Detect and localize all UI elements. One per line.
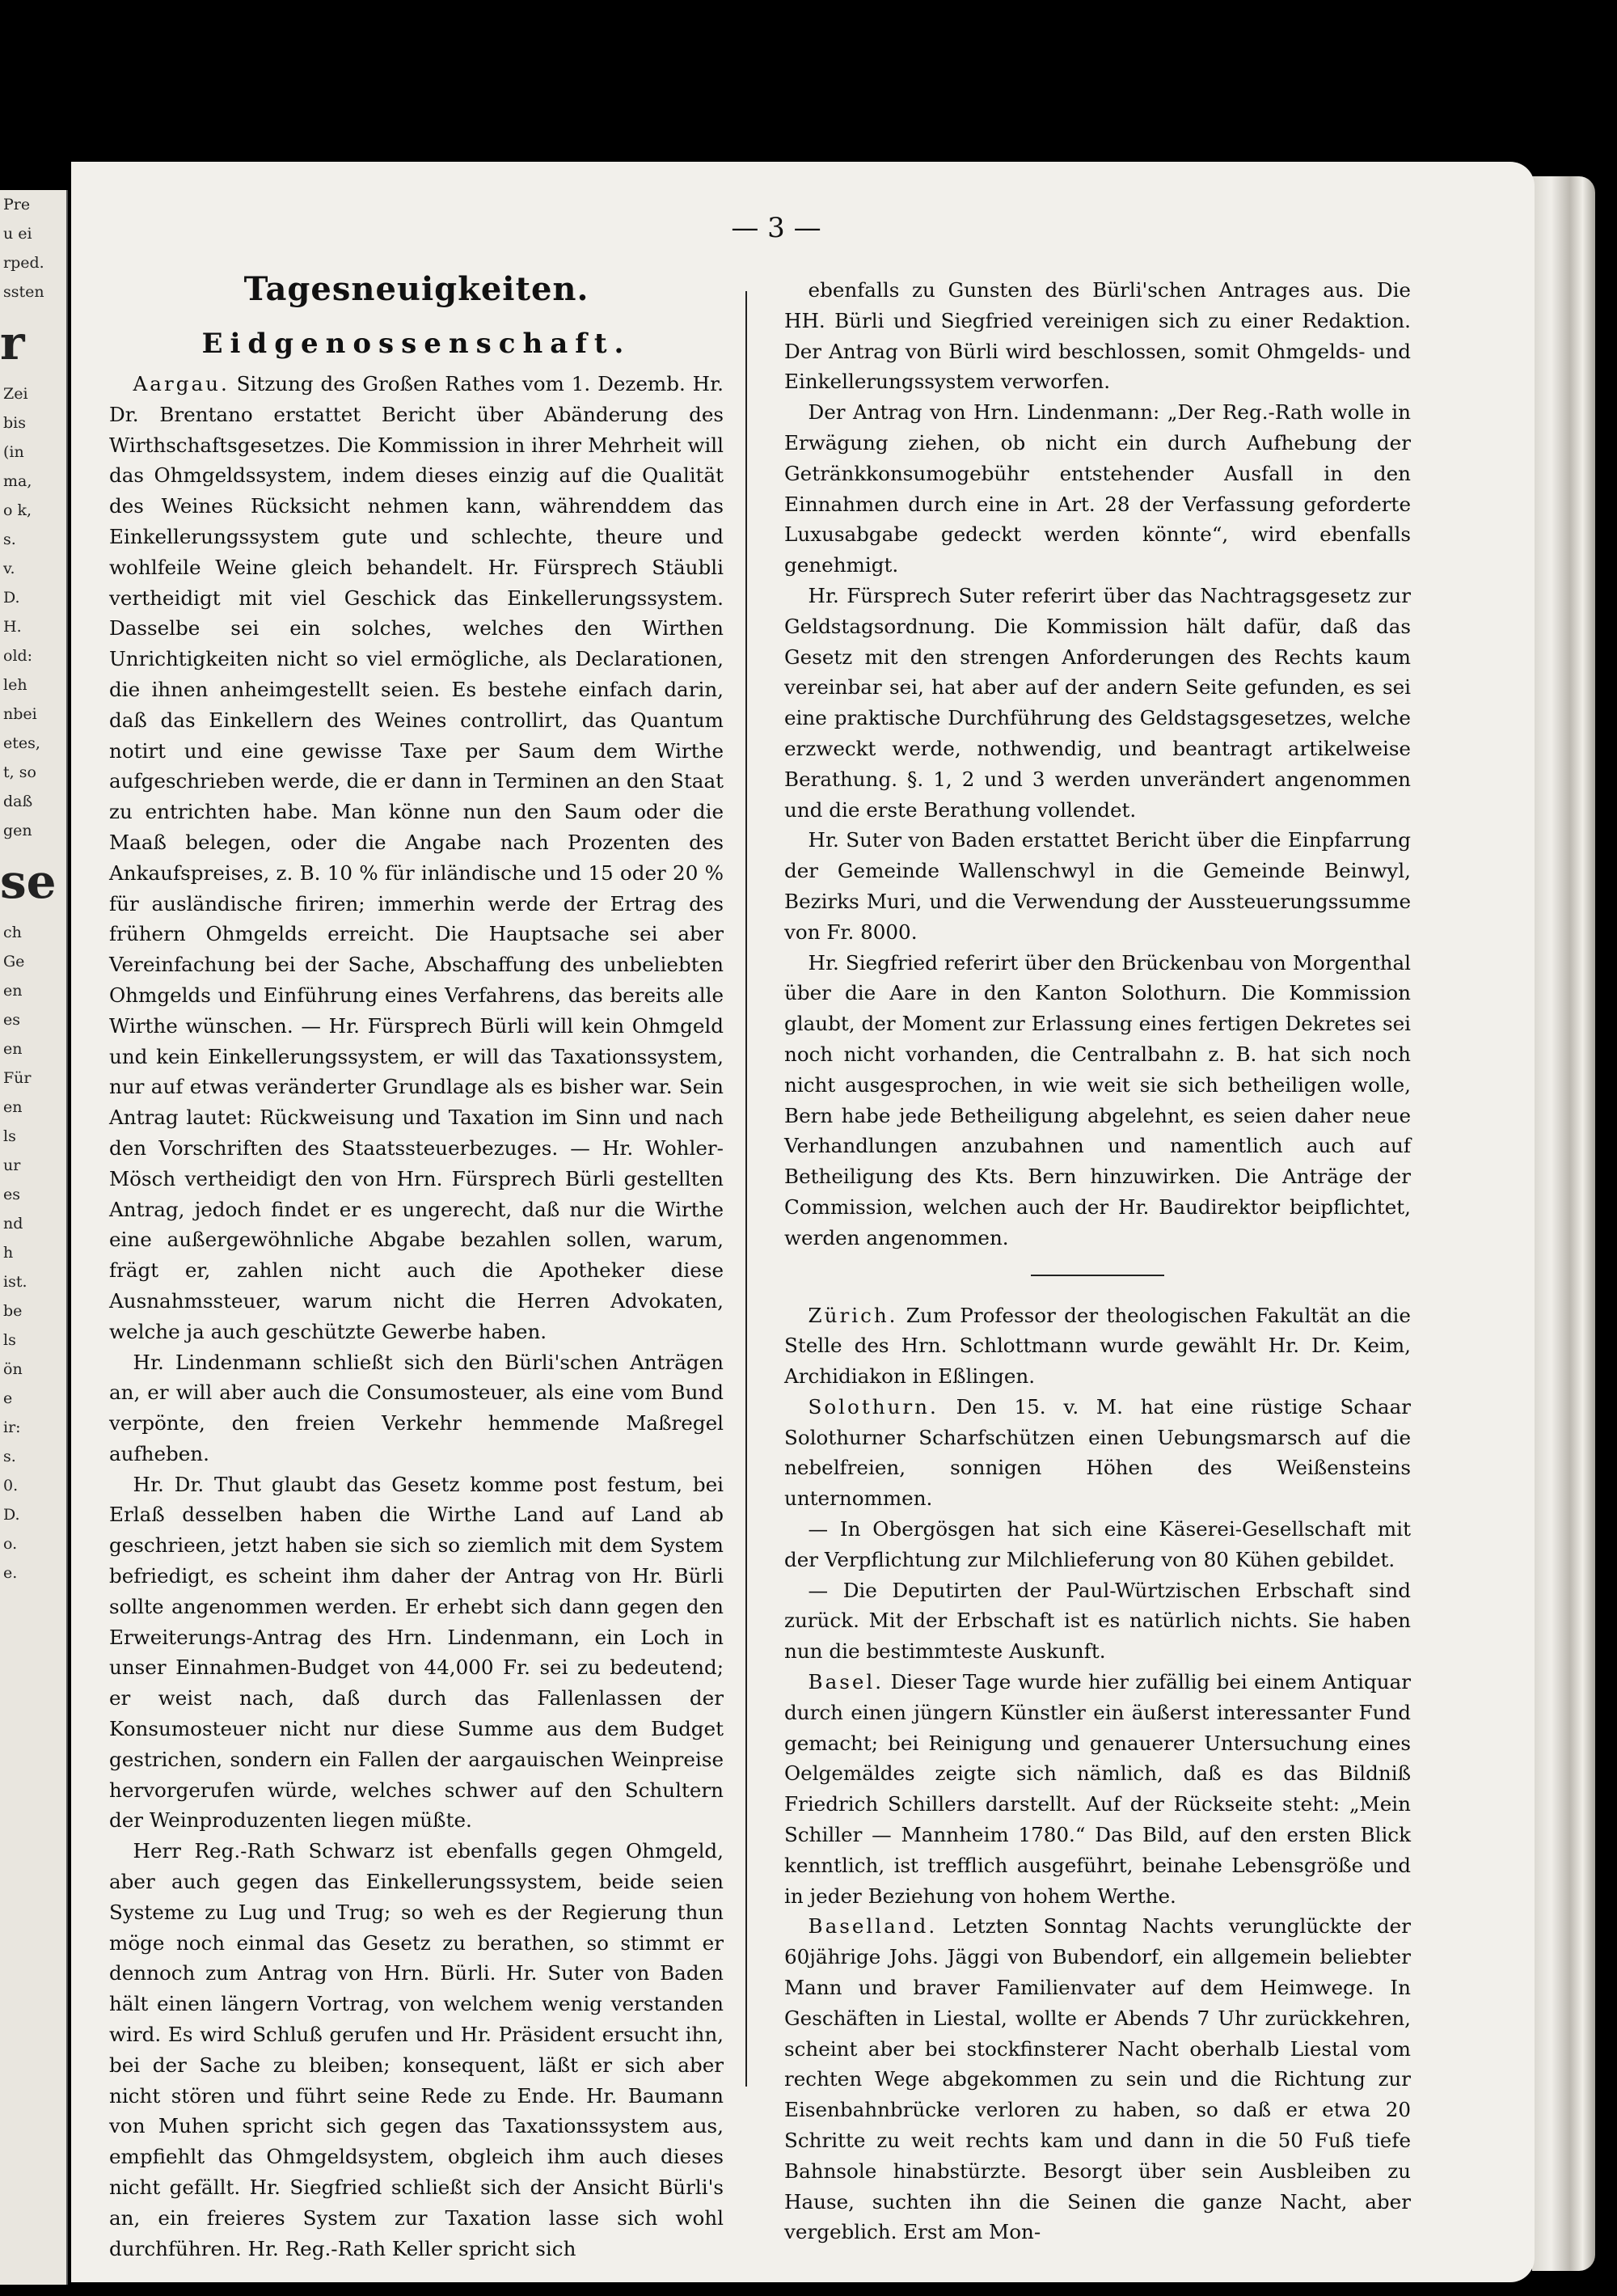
paragraph-dateline: Basel. — [808, 1670, 884, 1694]
paragraph-text: Zum Professor der theologischen Fakultät an die Stelle des Hrn. Schlottmann wurde gewählt Hr. Dr. Keim, Archidiakon in Eßlingen. — [784, 1303, 1411, 1389]
margin-fragment: h — [3, 1244, 14, 1262]
margin-fragment: ls — [3, 1331, 16, 1349]
section-heading: Tagesneuigkeiten. — [243, 270, 589, 308]
margin-fragment: t, so — [3, 763, 36, 781]
margin-fragment: Pre — [3, 196, 31, 214]
margin-fragment: ma, — [3, 472, 32, 490]
paragraph-dateline: Aargau. — [133, 372, 230, 395]
column-divider — [745, 291, 747, 2087]
margin-fragment: ur — [3, 1156, 21, 1174]
section-rule — [1031, 1275, 1164, 1276]
article-paragraph — [784, 825, 1411, 947]
article-paragraph — [109, 1836, 724, 2264]
article-paragraph — [784, 948, 1411, 1254]
page-edge — [1532, 176, 1595, 2271]
margin-fragment: en — [3, 1098, 23, 1116]
paragraph-text: Herr Reg.-Rath Schwarz ist ebenfalls gegen Ohmgeld, aber auch gegen das Einkellerungssystem, beide seien Systeme zu Lug und Trug; so weh es der Regierung thun möge noch einmal das Gesetz zu berathen, so stimmt er dennoch zum Antrag von Hrn. Bürli. Hr. Suter von Baden hält einen längern Vortrag, von welchem wenig verstanden wird. Es wird Schluß gerufen und Hr. Präsident ersucht ihn, bei der Sache zu bleiben; konsequent, läßt er sich aber nicht stören und führt seine Rede zu Ende. Hr. Baumann von Muhen spricht sich gegen das Taxationssystem aus, empfiehlt das Ohmgeldsystem, obgleich ihm auch dieses nicht gefällt. Hr. Siegfried schließt sich der Ansicht Bürli's an, ein freieres System zur Taxation lasse sich wohl durchführen. Hr. Reg.-Rath Keller spricht sich — [109, 1839, 724, 2260]
paragraph-text: Letzten Sonntag Nachts verunglückte der 60jährige Johs. Jäggi von Bubendorf, ein allgemein beliebter Mann und braver Familienvater auf dem Heimwege. In Geschäften in Liestal, wollte er Abends 7 Uhr zurückkehren, scheint aber bei stockfinsterer Nacht oberhalb Liestal vom rechten Wege abgekommen zu sein und die Richtung zur Eisenbahnbrücke verloren zu haben, so daß er etwa 20 Schritte zu weit rechts kam und dann in die 50 Fuß tiefe Bahnsole hinabstürzte. Besorgt über sein Ausbleiben zu Hause, suchten ihn die Seinen die ganze Nacht, aber vergeblich. Erst am Mon- — [784, 1914, 1411, 2244]
paragraph-text: — Die Deputirten der Paul-Würtzischen Erbschaft sind zurück. Mit der Erbschaft ist es natürlich nichts. Sie haben nun die bestimmteste Auskunft. — [784, 1578, 1411, 1664]
article-paragraph — [784, 1392, 1411, 1514]
left-paragraphs — [109, 369, 724, 2264]
article-paragraph — [784, 1514, 1411, 1575]
margin-fragment: es — [3, 1186, 20, 1203]
margin-fragment: ssten — [3, 283, 44, 301]
margin-fragment: ls — [3, 1127, 16, 1145]
paragraph-text: Hr. Fürsprech Suter referirt über das Nachtragsgesetz zur Geldstagsordnung. Die Kommission hält dafür, daß das Gesetz mit den strengen Anforderungen des Rechts kaum vereinbar sei, hat aber auf der andern Seite gefunden, es sei eine praktische Durchführung des Geldstagsgesetzes, welche erzweckt werde, nothwendig, und beantragt artikelweise Berathung. §. 1, 2 und 3 werden unverändert angenommen und die erste Berathung vollendet. — [784, 583, 1411, 822]
paragraph-text: Hr. Siegfried referirt über den Brückenbau von Morgenthal über die Aare in den Kanton Solothurn. Die Kommission glaubt, der Moment zur Erlassung eines fertigen Dekretes sei noch nicht vorhanden, die Centralbahn z. B. hat sich noch nicht ausgesprochen, in wie weit sie sich betheiligen wolle, Bern habe jede Betheiligung abgelehnt, es seien daher neue Verhandlungen anzubahnen und namentlich auch auf Betheiligung des Kts. Bern hinzuwirken. Die Anträge der Commission, welchen auch der Hr. Baudirektor beipflichtet, werden angenommen. — [784, 950, 1411, 1249]
margin-fragment: s. — [3, 1448, 16, 1465]
margin-fragment: 0. — [3, 1477, 19, 1495]
article-paragraph — [784, 1911, 1411, 2247]
margin-fragment: bis — [3, 414, 26, 432]
article-paragraph — [784, 581, 1411, 825]
margin-fragment: Zei — [3, 385, 28, 403]
margin-fragment: nbei — [3, 705, 37, 723]
margin-fragment: en — [3, 1040, 23, 1058]
margin-fragment: (in — [3, 443, 24, 461]
margin-fragment: ön — [3, 1360, 23, 1378]
article-paragraph — [784, 1300, 1411, 1392]
margin-fragment: old: — [3, 647, 33, 665]
paragraph-dateline: Baselland. — [808, 1914, 938, 1939]
margin-fragment: o k, — [3, 501, 32, 519]
margin-fragment: be — [3, 1302, 23, 1320]
margin-fragment: D. — [3, 589, 20, 607]
margin-fragment: s. — [3, 531, 16, 548]
margin-fragment: o. — [3, 1535, 18, 1553]
paragraph-text: Hr. Lindenmann schließt sich den Bürli'schen Anträgen an, er will aber auch die Consumosteuer, als eine vom Bund verpönte, den freien Verkehr hemmende Maßregel aufheben. — [109, 1350, 724, 1465]
margin-fragment: D. — [3, 1506, 20, 1524]
article-paragraph — [784, 275, 1411, 397]
margin-fragment: r — [0, 315, 25, 370]
margin-fragment: e. — [3, 1564, 18, 1582]
adjacent-page-strip — [0, 190, 68, 2285]
paragraph-dateline: Zürich. — [808, 1303, 898, 1327]
article-paragraph — [784, 397, 1411, 581]
margin-fragment: e — [3, 1389, 13, 1407]
margin-fragment: rped. — [3, 254, 44, 272]
article-paragraph — [109, 1469, 724, 1837]
margin-fragment: u ei — [3, 225, 32, 243]
margin-fragment: v. — [3, 560, 15, 577]
margin-fragment: es — [3, 1011, 20, 1029]
right-paragraphs-bottom — [784, 1300, 1411, 2248]
right-column — [784, 275, 1411, 2247]
paragraph-dateline: Solothurn. — [808, 1394, 939, 1419]
paragraph-text: — In Obergösgen hat sich eine Käserei-Gesellschaft mit der Verpflichtung zur Milchlieferung von 80 Kühen gebildet. — [784, 1517, 1411, 1571]
margin-fragment: en — [3, 982, 23, 1000]
left-column — [109, 267, 724, 2264]
article-paragraph — [784, 1667, 1411, 1911]
margin-fragment: ch — [3, 924, 22, 941]
margin-fragment: leh — [3, 676, 27, 694]
page-number: — 3 — — [731, 212, 821, 244]
margin-fragment: ist. — [3, 1273, 27, 1291]
margin-fragment: etes, — [3, 734, 40, 752]
right-paragraphs-top — [784, 275, 1411, 1254]
section-subheading: Eidgenossenschaft. — [201, 328, 631, 360]
margin-fragment: nd — [3, 1215, 23, 1233]
margin-fragment: ir: — [3, 1419, 21, 1436]
paragraph-text: Hr. Suter von Baden erstattet Bericht über die Einpfarrung der Gemeinde Wallenschwyl in die Gemeinde Beinwyl, Bezirks Muri, und die Verwendung der Aussteuerungssumme von Fr. 8000. — [784, 828, 1411, 944]
paragraph-text: ebenfalls zu Gunsten des Bürli'schen Antrages aus. Die HH. Bürli und Siegfried vereinigen sich zu einer Redaktion. Der Antrag von Bürli wird beschlossen, somit Ohmgelds- und Einkellerungssystem verworfen. — [784, 278, 1411, 394]
margin-fragment: daß — [3, 793, 33, 810]
paragraph-text: Dieser Tage wurde hier zufällig bei einem Antiquar durch einen jüngern Künstler ein äußerst interessanter Fund gemacht; bei Reinigung und genauerer Untersuchung eines Oelgemäldes zeigte sich nämlich, daß es das Bildniß Friedrich Schillers darstellt. Auf der Rückseite steht: „Mein Schiller — Mannheim 1780.“ Das Bild, auf den ersten Blick kenntlich, ist trefflich ausgeführt, beinahe Lebensgröße und in jeder Beziehung von hohem Werthe. — [784, 1670, 1411, 1908]
margin-fragment: gen — [3, 822, 32, 839]
article-paragraph — [784, 1575, 1411, 1667]
margin-fragment: se — [0, 854, 57, 909]
margin-fragment: H. — [3, 618, 22, 636]
article-paragraph — [109, 1347, 724, 1469]
paragraph-text: Sitzung des Großen Rathes vom 1. Dezemb. Hr. Dr. Brentano erstattet Bericht über Abänderung des Wirthschaftsgesetzes. Die Kommission in ihrer Mehrheit will das Ohmgeldssystem, indem dieses einzig auf die Qualität des Weines Rücksicht nehmen kann, währenddem das Einkellerungssystem gute und schlechte, theure und wohlfeile Weine gleich behandelt. Hr. Fürsprech Stäubli vertheidigt mit viel Geschick das Einkellerungssystem. Dasselbe sei ein solches, welches den Wirthen Unrichtigkeiten nicht so viel ermögliche, als Declarationen, die ihnen anheimgestellt seien. Es bestehe einfach darin, daß das Einkellern des Weines controllirt, das Quantum notirt und eine gewisse Taxe per Saum dem Wirthe aufgeschrieben werde, die er dann in Terminen an den Staat zu entrichten habe. Man könne nun den Saum oder die Maaß belegen, oder die Angabe nach Prozenten des Ankaufspreises, z. B. 10 % für inländische und 15 oder 20 % für ausländische firiren; immerhin werde der Ertrag des frühern Ohmgelds erreicht. Die Hauptsache sei aber Vereinfachung bei der Sache, Abschaffung des unbeliebten Ohmgelds und Einführung eines Verfahrens, das bereits alle Wirthe wünschen. — Hr. Fürsprech Bürli will kein Ohmgeld und kein Einkellerungssystem, er will das Taxationssystem, nur auf etwas veränderter Grundlage als es bisher war. Sein Antrag lautet: Rückweisung und Taxation im Sinn und nach den Vorschriften des Staatssteuerbezuges. — Hr. Wohler-Mösch vertheidigt den von Hrn. Fürsprech Bürli gestellten Antrag, jedoch findet er es ungerecht, daß nur die Wirthe eine außergewöhnliche Abgabe bezahlen sollen, warum, frägt er, zahlen nicht auch die Apotheker diese Ausnahmssteuer, warum nicht die Herren Advokaten, welche ja auch geschützte Gewerbe haben. — [109, 372, 724, 1343]
margin-fragment: Ge — [3, 953, 25, 970]
article-paragraph — [109, 369, 724, 1347]
paragraph-text: Der Antrag von Hrn. Lindenmann: „Der Reg.-Rath wolle in Erwägung ziehen, ob nicht ein durch Aufhebung der Getränkkonsumogebühr entstehender Ausfall in den Einnahmen durch eine in Art. 28 der Verfassung geforderte Luxusabgabe gedeckt werden könnte“, wird ebenfalls genehmigt. — [784, 400, 1411, 577]
paragraph-text: Hr. Dr. Thut glaubt das Gesetz komme post festum, bei Erlaß desselben haben die Wirthe Land auf Land ab geschrieen, jetzt haben sie sich so ziemlich mit dem System befriedigt, es scheint ihm daher der Antrag von Hr. Bürli sollte angenommen werden. Er erhebt sich dann gegen den Erweiterungs-Antrag des Hrn. Lindenmann, ein Loch in unser Einnahmen-Budget von 44,000 Fr. sei zu bedeutend; er weist nach, daß durch das Fallenlassen der Konsumosteuer nicht nur diese Summe aus dem Budget gestrichen, sondern ein Fallen der aargauischen Weinpreise hervorgerufen würde, welches schwer auf den Schultern der Weinproduzenten liegen müßte. — [109, 1472, 724, 1833]
margin-fragment: Für — [3, 1069, 32, 1087]
paragraph-text: Den 15. v. M. hat eine rüstige Schaar Solothurner Scharfschützen einen Uebungsmarsch auf die nebelfreien, sonnigen Höhen des Weißensteins unternommen. — [784, 1394, 1412, 1511]
